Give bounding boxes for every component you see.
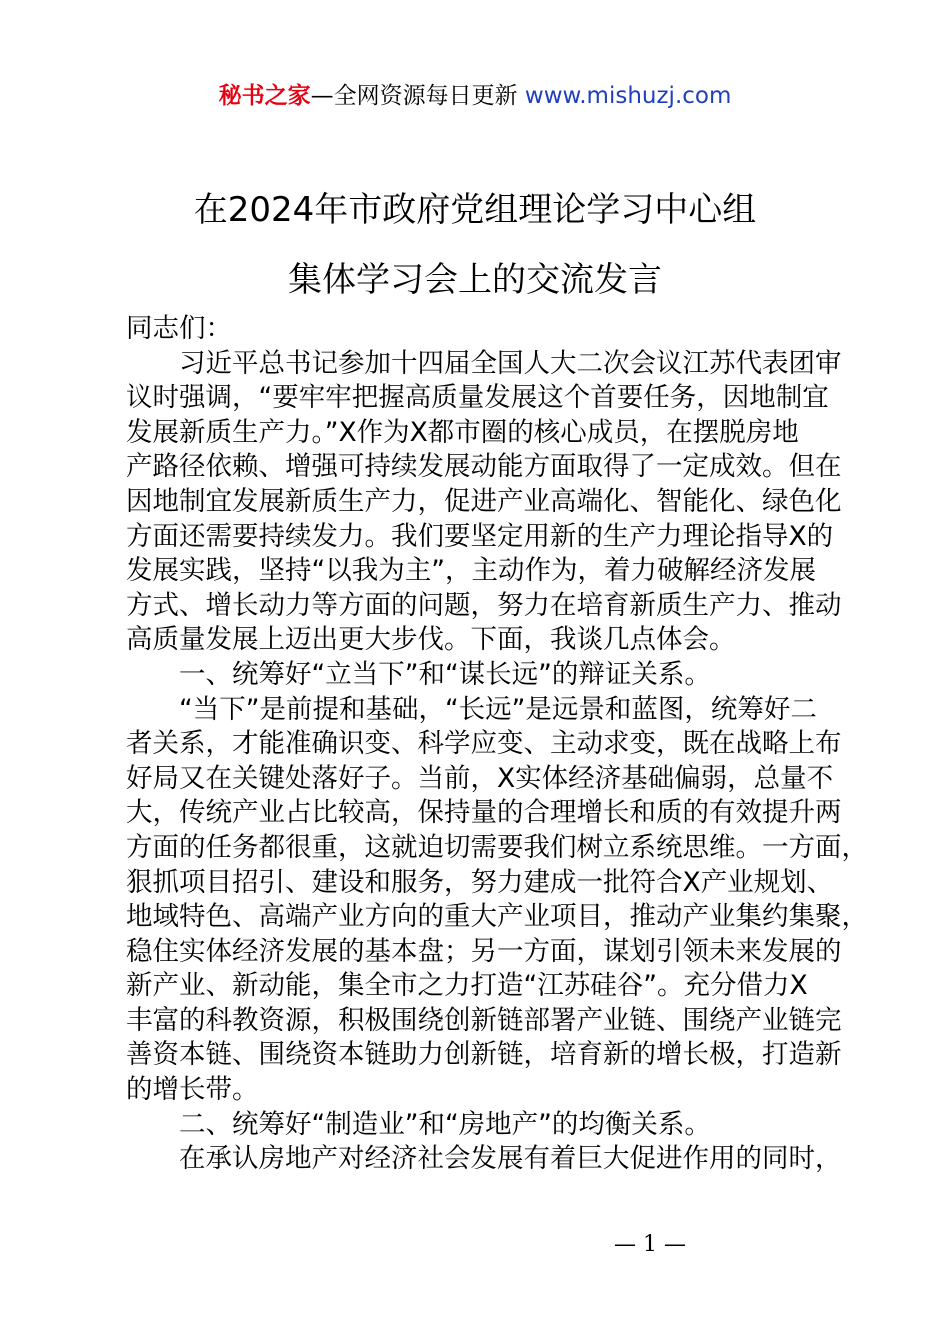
body-line: 丰富的科教资源，积极围绕创新链部署产业链、围绕产业链完 <box>126 1004 842 1036</box>
body-line: 二、统筹好“制造业”和“房地产”的均衡关系。 <box>126 1108 711 1140</box>
body-line: 在承认房地产对经济社会发展有着巨大促进作用的同时， <box>126 1143 842 1175</box>
body-line: “当下”是前提和基础，“长远”是远景和蓝图，统筹好二 <box>126 693 817 725</box>
body-line: 发展实践，坚持“以我为主”，主动作为，着力破解经济发展 <box>126 555 816 587</box>
body-line: 地域特色、高端产业方向的重大产业项目，推动产业集约集聚， <box>126 901 868 933</box>
body-line: 者关系，才能准确识变、科学应变、主动求变，既在战略上布 <box>126 728 842 760</box>
body-line: 大，传统产业占比较高，保持量的合理增长和质的有效提升两 <box>126 797 842 829</box>
body-line: 因地制宜发展新质生产力，促进产业高端化、智能化、绿色化 <box>126 485 842 517</box>
body-line: 稳住实体经济发展的基本盘；另一方面，谋划引领未来发展的 <box>126 935 842 967</box>
body-line: 习近平总书记参加十四届全国人大二次会议江苏代表团审 <box>126 347 842 379</box>
body-line: 产路径依赖、增强可持续发展动能方面取得了一定成效。但在 <box>126 451 842 483</box>
document-title-line-2: 集体学习会上的交流发言 <box>288 260 662 300</box>
body-line: 一、统筹好“立当下”和“谋长远”的辩证关系。 <box>126 658 711 690</box>
body-line: 方面还需要持续发力。我们要坚定用新的生产力理论指导X的 <box>126 520 834 552</box>
body-line: 狠抓项目招引、建设和服务，努力建成一批符合X产业规划、 <box>126 866 834 898</box>
body-line: 好局又在关键处落好子。当前，X实体经济基础偏弱，总量不 <box>126 762 834 794</box>
body-line: 同志们： <box>126 313 232 344</box>
site-brand: 秘书之家 <box>218 83 311 109</box>
page-number: — 1 — <box>614 1232 686 1257</box>
body-line: 方式、增长动力等方面的问题，努力在培育新质生产力、推动 <box>126 589 842 621</box>
body-line: 发展新质生产力。”X作为X都市圈的核心成员，在摆脱房地 <box>126 416 799 448</box>
document-title-line-1: 在2024年市政府党组理论学习中心组 <box>193 190 757 230</box>
body-line: 方面的任务都很重，这就迫切需要我们树立系统思维。一方面， <box>126 831 868 863</box>
site-header <box>0 80 950 112</box>
document-body <box>126 312 868 1177</box>
site-tagline: —全网资源每日更新 <box>310 83 525 109</box>
body-line: 高质量发展上迈出更大步伐。下面，我谈几点体会。 <box>126 624 736 656</box>
body-line: 新产业、新动能，集全市之力打造“江苏硅谷”。充分借力X <box>126 970 808 1002</box>
site-url[interactable]: www.mishuzj.com <box>524 83 732 109</box>
body-line: 善资本链、围绕资本链助力创新链，培育新的增长极，打造新 <box>126 1039 842 1071</box>
body-line: 议时强调，“要牢牢把握高质量发展这个首要任务，因地制宜 <box>126 382 829 414</box>
body-line: 的增长带。 <box>126 1074 259 1106</box>
